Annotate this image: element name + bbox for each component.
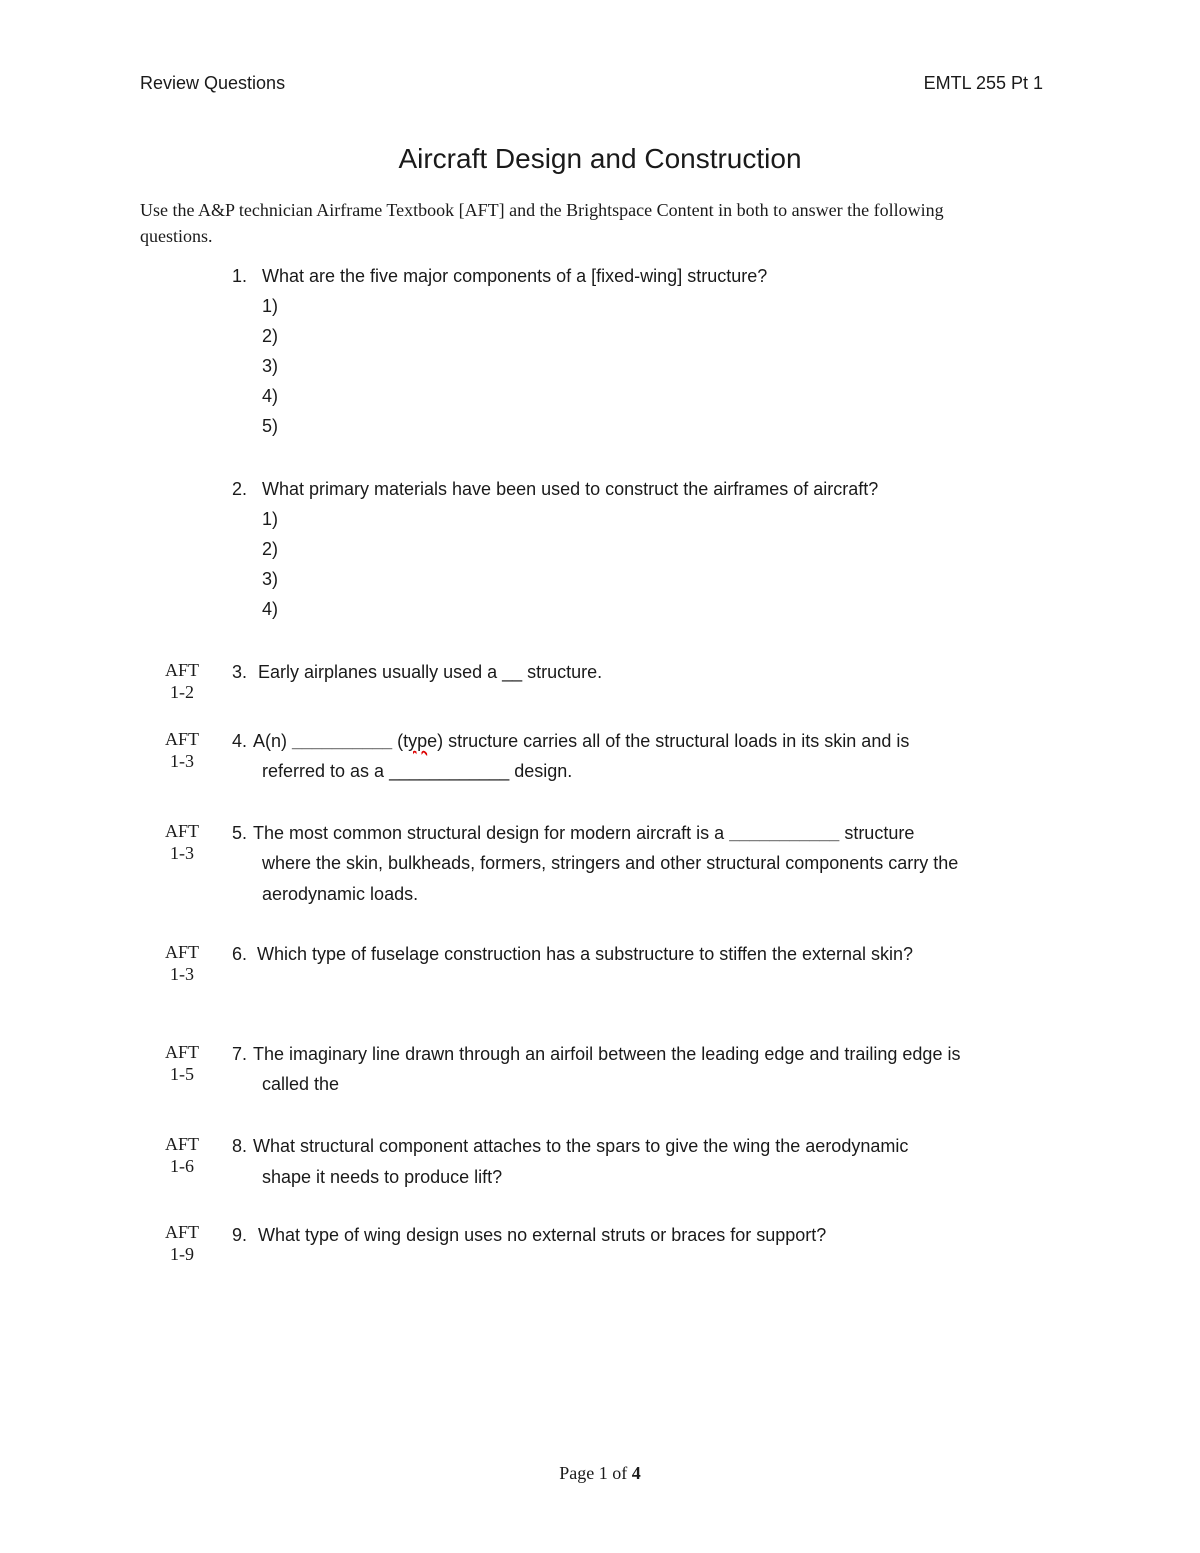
q5-text-line-3: aerodynamic loads. <box>262 884 419 904</box>
q3-ref-book: AFT <box>164 660 199 680</box>
q7-reference <box>142 1041 222 1085</box>
page-title: Aircraft Design and Construction <box>398 143 802 174</box>
q4-ref-book: AFT <box>164 729 199 749</box>
q8-ref-book: AFT <box>164 1134 199 1154</box>
q4-number: 4. <box>232 731 248 751</box>
q9-ref-book: AFT <box>164 1222 199 1242</box>
q2-number: 2. <box>232 479 248 499</box>
q7-ref-page: 1-5 <box>170 1064 194 1084</box>
q6-text: Which type of fuselage construction has a substructure to stiffen the external skin? <box>257 944 914 964</box>
q1-item-3: 3) <box>262 356 279 376</box>
q7-text-line-2: called the <box>262 1074 340 1094</box>
footer-page-word: Page <box>559 1463 599 1483</box>
q8-number: 8. <box>232 1136 248 1156</box>
q9-ref-page: 1-9 <box>170 1244 194 1264</box>
q2-item-2: 2) <box>262 539 279 559</box>
page-footer <box>0 1463 1200 1484</box>
header-left: Review Questions <box>140 73 286 93</box>
q4-mid-c: e) structure carries all of the structural loads in its skin and is <box>427 731 910 751</box>
q2-text: What primary materials have been used to construct the airframes of aircraft? <box>262 479 879 499</box>
intro-line-2: questions. <box>140 226 213 246</box>
q5-text-line-2: where the skin, bulkheads, formers, stringers and other structural components carry the <box>262 853 959 873</box>
q2-item-3: 3) <box>262 569 279 589</box>
q9-reference <box>142 1221 222 1265</box>
header-right: EMTL 255 Pt 1 <box>923 73 1043 93</box>
q4-pre: A(n) <box>253 731 293 751</box>
q3-ref-page: 1-2 <box>170 682 194 702</box>
q5-reference <box>142 820 222 864</box>
q4-text-line-1 <box>253 731 909 752</box>
q4-ref-page: 1-3 <box>170 751 194 771</box>
footer-total-pages: 4 <box>631 1463 641 1483</box>
q7-number: 7. <box>232 1044 248 1064</box>
q8-ref-page: 1-6 <box>170 1156 194 1176</box>
q5-post: structure <box>839 823 915 843</box>
q6-reference <box>142 941 222 985</box>
q3-text: Early airplanes usually used a __ structure. <box>258 662 603 682</box>
q4-mid-a: (t <box>392 731 409 751</box>
q5-number: 5. <box>232 823 248 843</box>
q4-reference <box>142 728 222 772</box>
q5-ref-page: 1-3 <box>170 843 194 863</box>
q9-text: What type of wing design uses no external struts or braces for support? <box>258 1225 827 1245</box>
footer-current-page: 1 <box>598 1463 608 1483</box>
q3-reference <box>142 659 222 703</box>
q4-spellcheck-word: yp <box>408 731 428 751</box>
q5-pre: The most common structural design for modern aircraft is a <box>253 823 730 843</box>
q5-ref-book: AFT <box>164 821 199 841</box>
q1-text: What are the five major components of a [fixed-wing] structure? <box>262 266 768 286</box>
q1-item-4: 4) <box>262 386 279 406</box>
q4-text-line-2 <box>262 761 572 782</box>
q4-blank-1: __________ <box>292 731 393 751</box>
q8-reference <box>142 1133 222 1177</box>
q3-number: 3. <box>232 662 248 682</box>
q8-text-line-1: What structural component attaches to the spars to give the wing the aerodynamic <box>253 1136 909 1156</box>
q1-item-1: 1) <box>262 296 279 316</box>
q5-text-line-1 <box>253 823 914 844</box>
q7-ref-book: AFT <box>164 1042 199 1062</box>
q7-text-line-1: The imaginary line drawn through an airfoil between the leading edge and trailing edge is <box>253 1044 961 1064</box>
q6-ref-book: AFT <box>164 942 199 962</box>
q2-item-1: 1) <box>262 509 279 529</box>
q1-item-5: 5) <box>262 416 279 436</box>
q4-blank-2: ____________ <box>389 761 510 781</box>
q9-number: 9. <box>232 1225 248 1245</box>
q4-line2-pre: referred to as a <box>262 761 390 781</box>
q1-number: 1. <box>232 266 248 286</box>
q5-blank: ___________ <box>729 823 840 843</box>
q6-number: 6. <box>232 944 248 964</box>
q1-item-2: 2) <box>262 326 279 346</box>
q8-text-line-2: shape it needs to produce lift? <box>262 1167 503 1187</box>
intro-line-1: Use the A&P technician Airframe Textbook [AFT] and the Brightspace Content in both to answer the following <box>140 200 944 220</box>
q6-ref-page: 1-3 <box>170 964 194 984</box>
footer-of-word: of <box>607 1463 632 1483</box>
q4-line2-post: design. <box>509 761 573 781</box>
q2-item-4: 4) <box>262 599 279 619</box>
